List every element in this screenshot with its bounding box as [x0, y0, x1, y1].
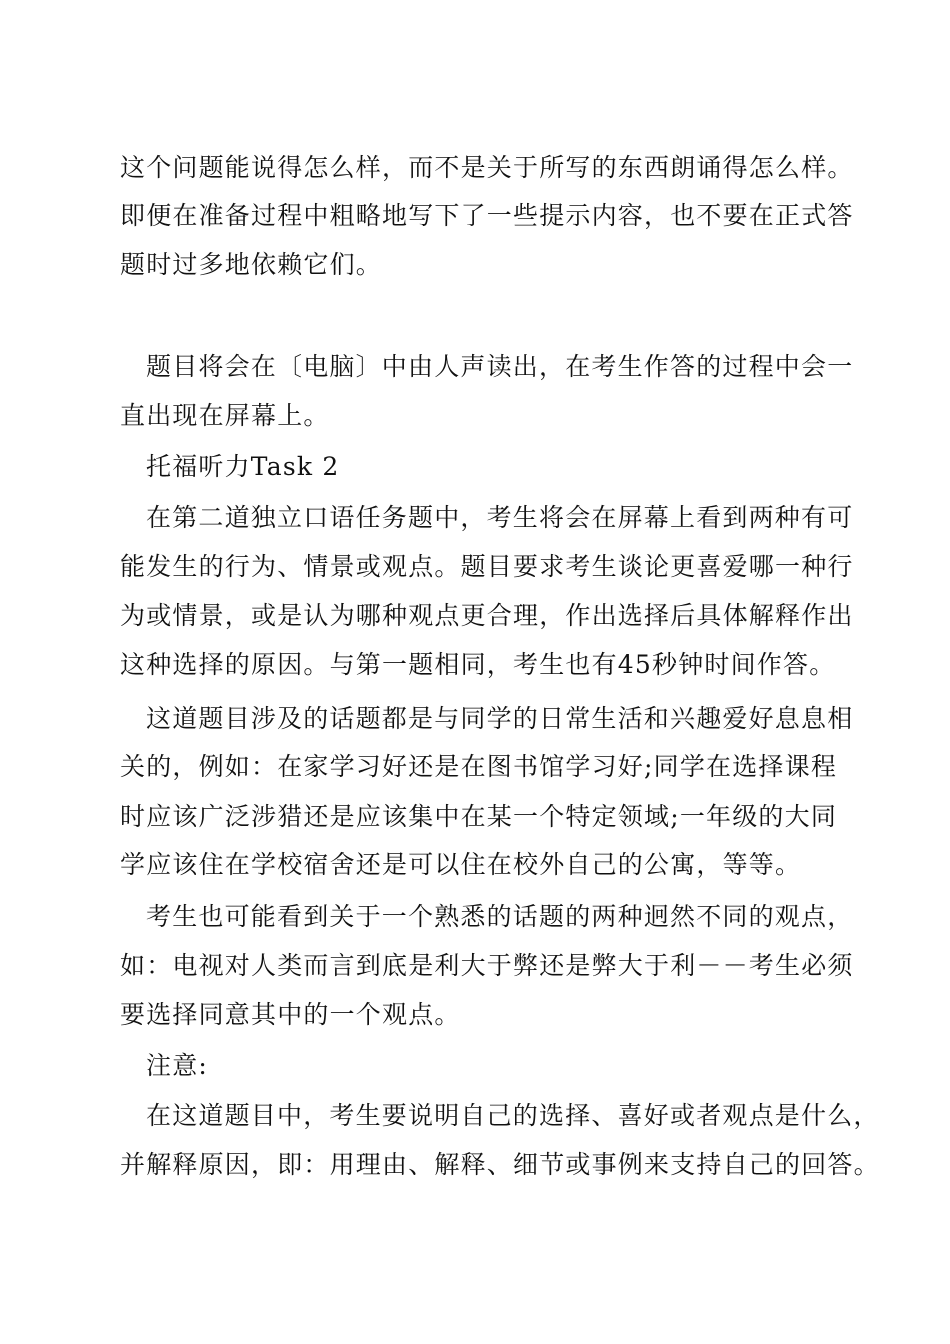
text-line: 这种选择的原因。与第一题相同，考生也有45秒钟时间作答。: [120, 650, 836, 679]
text-line: 关的，例如：在家学习好还是在图书馆学习好;同学在选择课程: [120, 752, 838, 781]
text-line: 学应该住在学校宿舍还是可以住在校外自己的公寓，等等。: [120, 850, 802, 879]
text-line: 这道题目涉及的话题都是与同学的日常生活和兴趣爱好息息相: [146, 704, 854, 733]
text-line: 即便在准备过程中粗略地写下了一些提示内容，也不要在正式答: [120, 201, 854, 230]
note-heading: 注意:: [146, 1051, 209, 1080]
text-line: 这个问题能说得怎么样，而不是关于所写的东西朗诵得怎么样。: [120, 153, 854, 182]
text-line: 题时过多地依赖它们。: [120, 250, 383, 279]
text-line: 直出现在屏幕上。: [120, 401, 330, 430]
text-line: 要选择同意其中的一个观点。: [120, 1000, 461, 1029]
text-line: 时应该广泛涉猎还是应该集中在某一个特定领域;一年级的大同: [120, 802, 838, 831]
text-line: 题目将会在〔电脑〕中由人声读出，在考生作答的过程中会一: [146, 352, 854, 381]
text-line: 在这道题目中，考生要说明自己的选择、喜好或者观点是什么，: [146, 1101, 880, 1130]
text-line: 在第二道独立口语任务题中，考生将会在屏幕上看到两种有可: [146, 503, 854, 532]
text-line: 能发生的行为、情景或观点。题目要求考生谈论更喜爱哪一种行: [120, 552, 854, 581]
text-line: 如：电视对人类而言到底是利大于弊还是弊大于利－－考生必须: [120, 951, 854, 980]
text-line: 并解释原因，即：用理由、解释、细节或事例来支持自己的回答。: [120, 1150, 880, 1179]
section-heading: 托福听力Task 2: [146, 452, 340, 481]
text-line: 考生也可能看到关于一个熟悉的话题的两种迥然不同的观点，: [146, 902, 854, 931]
text-line: 为或情景，或是认为哪种观点更合理，作出选择后具体解释作出: [120, 601, 854, 630]
